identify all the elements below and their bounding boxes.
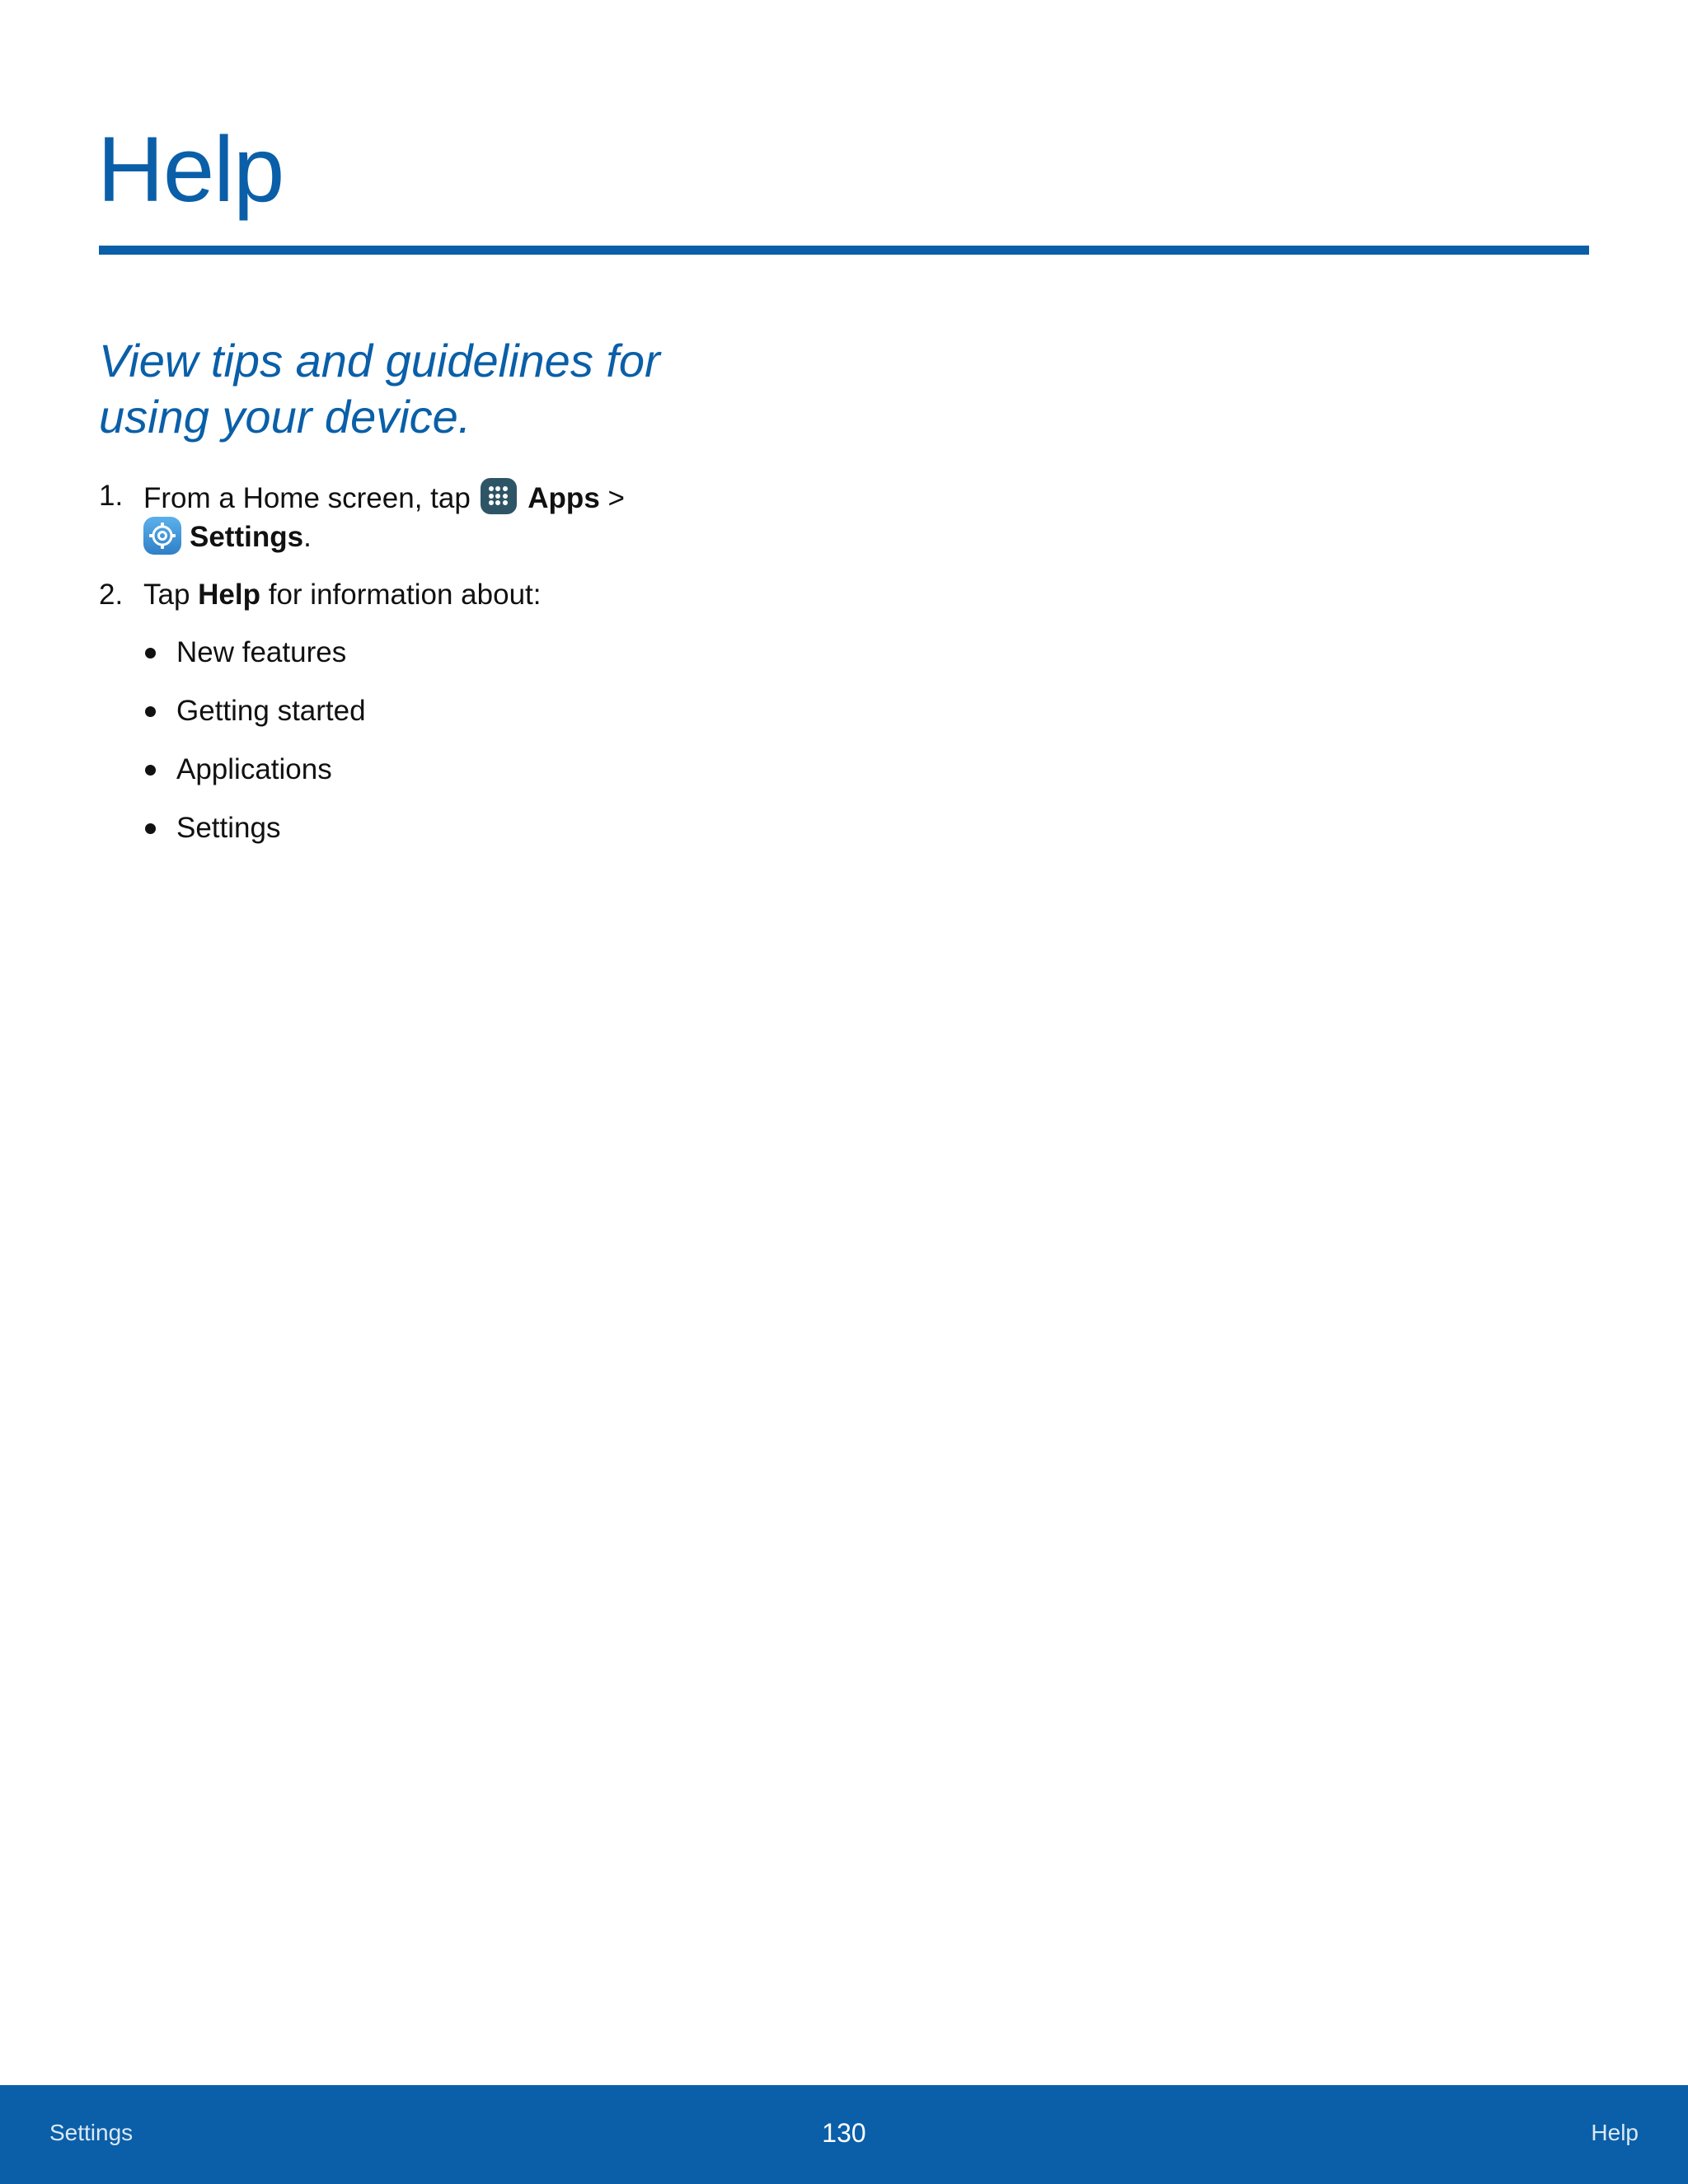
page-footer [0, 2085, 1688, 2184]
step-number: 1. [99, 480, 124, 512]
step-separator: > [599, 482, 625, 514]
steps-list [99, 478, 758, 869]
topics-list [143, 635, 758, 846]
title-divider [99, 246, 1589, 255]
step-text: From a Home screen, tap [143, 482, 479, 514]
step-number: 2. [99, 579, 124, 611]
footer-section-label: Settings [49, 2120, 134, 2145]
step-text: for information about: [260, 579, 542, 611]
apps-label: Apps [528, 482, 600, 514]
footer-chapter-label: Help [1591, 2120, 1639, 2145]
step-period: . [303, 521, 312, 553]
help-label: Help [198, 579, 261, 611]
settings-gear-icon [143, 517, 181, 555]
list-item: Applications [143, 752, 758, 788]
page-title: Help [97, 118, 284, 221]
step-1 [99, 478, 758, 555]
apps-grid-icon [481, 478, 517, 514]
page-number: 130 [822, 2118, 866, 2148]
list-item: Getting started [143, 693, 758, 729]
step-2 [99, 577, 758, 613]
list-item: Settings [143, 810, 758, 846]
intro-text: View tips and guidelines for using your device. [99, 335, 660, 443]
settings-label: Settings [190, 521, 304, 553]
step-text: Tap [143, 579, 199, 611]
list-item: New features [143, 635, 758, 671]
